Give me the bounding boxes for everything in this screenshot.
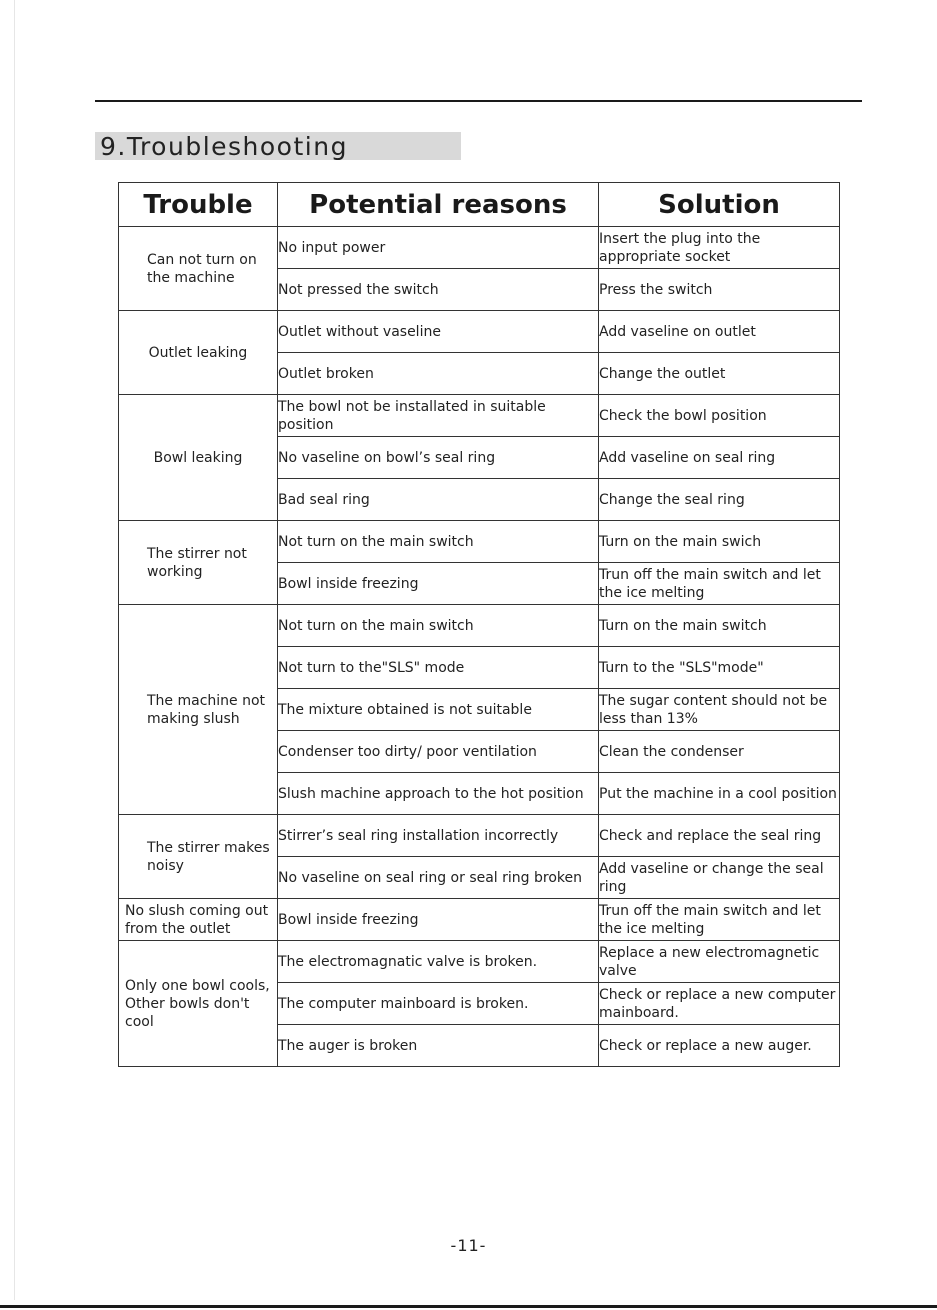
reason-cell: Condenser too dirty/ poor ventilation xyxy=(278,731,599,773)
solution-cell: Check and replace the seal ring xyxy=(599,815,840,857)
reason-cell: No vaseline on seal ring or seal ring broken xyxy=(278,857,599,899)
solution-cell: Turn on the main switch xyxy=(599,605,840,647)
reason-cell: Not turn to the"SLS" mode xyxy=(278,647,599,689)
solution-cell: Insert the plug into the appropriate socket xyxy=(599,227,840,269)
table-row xyxy=(119,521,840,563)
solution-cell: The sugar content should not be less than 13% xyxy=(599,689,840,731)
header-potential-reasons: Potential reasons xyxy=(278,183,599,227)
trouble-text: The stirrer makes xyxy=(147,839,270,856)
solution-cell: Replace a new electromagnetic valve xyxy=(599,941,840,983)
table-row xyxy=(119,395,840,437)
reason-cell: No vaseline on bowl’s seal ring xyxy=(278,437,599,479)
trouble-text: Outlet leaking xyxy=(148,344,248,361)
trouble-text: working xyxy=(147,563,203,580)
reason-cell: The computer mainboard is broken. xyxy=(278,983,599,1025)
reason-cell: Not turn on the main switch xyxy=(278,605,599,647)
header-trouble: Trouble xyxy=(119,183,278,227)
solution-cell: Press the switch xyxy=(599,269,840,311)
trouble-text: from the outlet xyxy=(125,920,231,937)
table-row xyxy=(119,227,840,269)
trouble-text: Can not turn on xyxy=(147,251,257,268)
reason-cell: Slush machine approach to the hot position xyxy=(278,773,599,815)
trouble-text: noisy xyxy=(147,857,184,874)
table-body xyxy=(119,227,840,1067)
solution-cell: Check or replace a new computer mainboard. xyxy=(599,983,840,1025)
solution-cell: Add vaseline on seal ring xyxy=(599,437,840,479)
solution-cell: Trun off the main switch and let the ice melting xyxy=(599,899,840,941)
table-row xyxy=(119,815,840,857)
trouble-text: The stirrer not xyxy=(147,545,247,562)
reason-cell: The mixture obtained is not suitable xyxy=(278,689,599,731)
reason-cell: The bowl not be installated in suitable position xyxy=(278,395,599,437)
solution-cell: Put the machine in a cool position xyxy=(599,773,840,815)
trouble-cell xyxy=(119,395,278,521)
reason-cell: Not pressed the switch xyxy=(278,269,599,311)
trouble-cell xyxy=(119,227,278,311)
solution-cell: Change the seal ring xyxy=(599,479,840,521)
reason-cell: Outlet broken xyxy=(278,353,599,395)
page-edge xyxy=(14,0,15,1300)
trouble-text: Other bowls don't cool xyxy=(125,995,250,1030)
table-header-row xyxy=(119,183,840,227)
trouble-text: The machine not xyxy=(147,692,266,709)
solution-cell: Change the outlet xyxy=(599,353,840,395)
table-row xyxy=(119,311,840,353)
trouble-text: No slush coming out xyxy=(125,902,269,919)
table-row xyxy=(119,941,840,983)
reason-cell: The auger is broken xyxy=(278,1025,599,1067)
troubleshooting-table xyxy=(118,182,840,1067)
trouble-cell xyxy=(119,899,278,941)
trouble-cell xyxy=(119,521,278,605)
bottom-rule xyxy=(0,1305,937,1308)
solution-cell: Check the bowl position xyxy=(599,395,840,437)
solution-cell: Add vaseline or change the seal ring xyxy=(599,857,840,899)
trouble-text: Only one bowl cools, xyxy=(125,977,270,994)
solution-cell: Add vaseline on outlet xyxy=(599,311,840,353)
trouble-cell xyxy=(119,605,278,815)
reason-cell: Bad seal ring xyxy=(278,479,599,521)
reason-cell: Stirrer’s seal ring installation incorrectly xyxy=(278,815,599,857)
trouble-text: Bowl leaking xyxy=(153,449,243,466)
trouble-cell xyxy=(119,941,278,1067)
solution-cell: Trun off the main switch and let the ice melting xyxy=(599,563,840,605)
section-title: 9.Troubleshooting xyxy=(95,132,461,160)
reason-cell: Not turn on the main switch xyxy=(278,521,599,563)
table-row xyxy=(119,605,840,647)
reason-cell: Bowl inside freezing xyxy=(278,563,599,605)
page-number: -11- xyxy=(450,1236,487,1255)
top-rule xyxy=(95,100,862,102)
reason-cell: Outlet without vaseline xyxy=(278,311,599,353)
solution-cell: Turn on the main swich xyxy=(599,521,840,563)
trouble-text: making slush xyxy=(147,710,240,727)
reason-cell: The electromagnatic valve is broken. xyxy=(278,941,599,983)
solution-cell: Check or replace a new auger. xyxy=(599,1025,840,1067)
trouble-text: the machine xyxy=(147,269,235,286)
trouble-cell xyxy=(119,815,278,899)
reason-cell: No input power xyxy=(278,227,599,269)
solution-cell: Clean the condenser xyxy=(599,731,840,773)
reason-cell: Bowl inside freezing xyxy=(278,899,599,941)
trouble-cell xyxy=(119,311,278,395)
solution-cell: Turn to the "SLS"mode" xyxy=(599,647,840,689)
table-row xyxy=(119,899,840,941)
header-solution: Solution xyxy=(599,183,840,227)
